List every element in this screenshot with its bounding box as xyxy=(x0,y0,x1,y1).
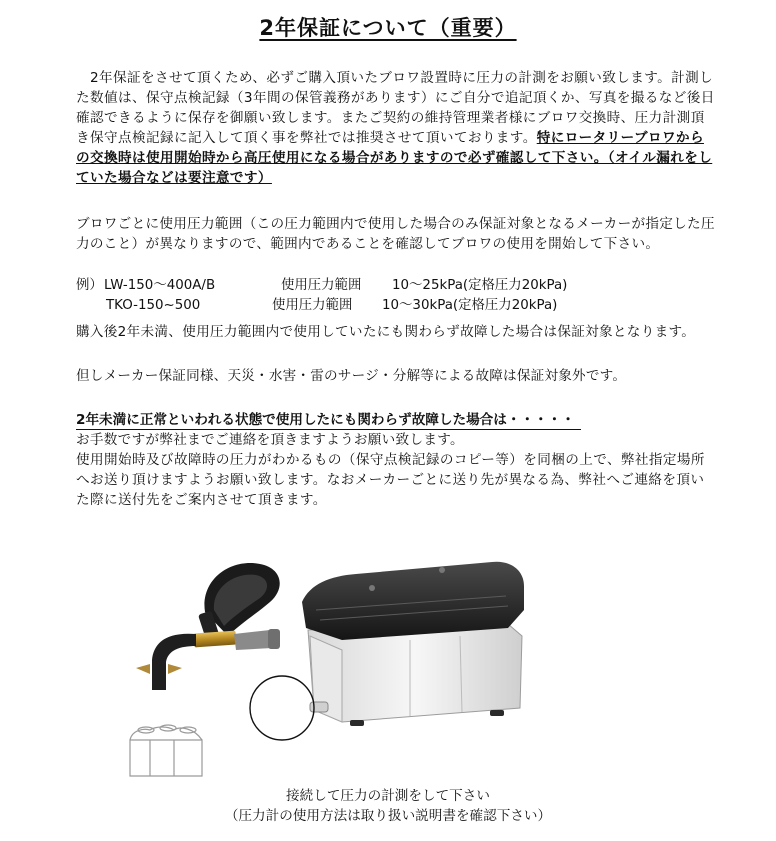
air-blower-image xyxy=(302,562,524,726)
exclusion-paragraph: 但しメーカー保証同様、天災・水害・雷のサージ・分解等による故障は保証対象外です。 xyxy=(76,368,627,384)
warranty-condition-paragraph: 購入後2年未満、使用圧力範囲内で使用していたにも関わらず故障した場合は保証対象となります。 xyxy=(76,324,696,340)
example-label: 使用圧力範囲 xyxy=(272,298,353,313)
document-title-block xyxy=(0,12,776,42)
outlet-highlight-circle xyxy=(250,676,314,740)
failure-heading-block xyxy=(76,408,581,430)
intro-text: 2年保証をさせて頂くため、必ずご購入頂いたブロワ設置時に圧力の計測をお願い致します。計測した数値は、保守点検記録（3年間の保管義務があります）にご自分で追記頂くか、写真を撮るなど後日確認できるように保存を御願い致します。またご契約の維持管理業者様にブロワ交換時、圧力計測頂き保守点検記録に記入して頂く事を弊社では推奨させて頂いております。 xyxy=(76,70,715,146)
example-range: 10～30kPa(定格圧力20kPa) xyxy=(382,298,558,313)
failure-heading: 2年未満に正常といわれる状態で使用したにも関わらず故障した場合は・・・・・ xyxy=(76,408,581,430)
pressure-gauge-kit-image xyxy=(136,563,280,690)
example-prefix: 例） xyxy=(76,278,103,293)
illustration-caption: 接続して圧力の計測をして下さい xyxy=(286,788,490,804)
example-model: TKO-150~500 xyxy=(106,298,201,313)
blower-pressure-gauge-illustration xyxy=(110,540,540,780)
shipping-paragraph: 使用開始時及び故障時の圧力がわかるもの（保守点検記録のコピー等）を同梱の上で、弊社指定場所へお送り頂けますようお願い致します。なおメーカーごとに送り先が異なる為、弊社へご連絡を頂いた際に送付先をご案内させて頂きます。 xyxy=(76,452,705,508)
pressure-range-paragraph: ブロワごとに使用圧力範囲（この圧力範囲内で使用した場合のみ保証対象となるメーカーが指定した圧力のこと）が異なりますので、範囲内であることを確認してブロワの使用を開始して下さい。 xyxy=(76,216,715,252)
water-tank-image xyxy=(130,725,202,776)
example-model: LW-150～400A/B xyxy=(104,278,216,293)
document-title: 2年保証について（重要） xyxy=(259,16,517,40)
example-range: 10～25kPa(定格圧力20kPa) xyxy=(392,278,568,293)
contact-paragraph: お手数ですが弊社までご連絡を頂きますようお願い致します。 xyxy=(76,432,464,448)
illustration-caption-note: （圧力計の使用方法は取り扱い説明書を確認下さい） xyxy=(224,808,552,824)
example-label: 使用圧力範囲 xyxy=(281,278,362,293)
intro-emphasis: 特にロータリーブロワからの交換時は使用開始時から高圧使用になる場合がありますので必ず確認して下さい。（オイル漏れをしていた場合などは要注意です） xyxy=(76,130,713,186)
intro-paragraph xyxy=(76,68,716,188)
